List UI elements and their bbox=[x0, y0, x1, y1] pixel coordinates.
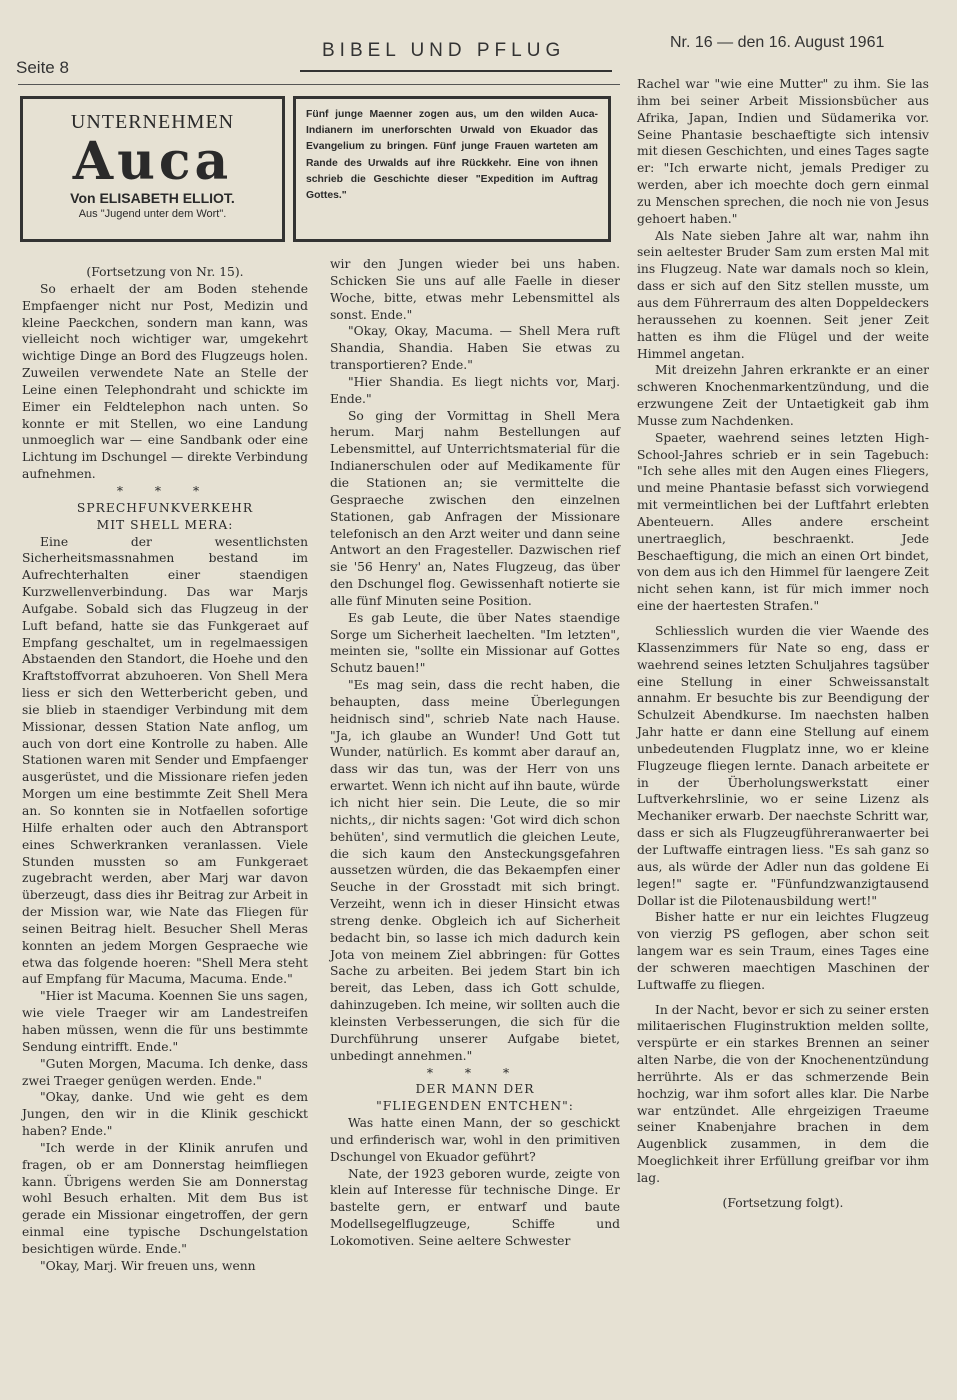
continuation-footer: (Fortsetzung folgt). bbox=[722, 1195, 844, 1210]
author-byline: Von ELISABETH ELLIOT. bbox=[70, 190, 235, 206]
column-3 bbox=[637, 76, 929, 1212]
paragraph: "Guten Morgen, Macuma. Ich denke, dass zwei Traeger genügen werden. Ende." bbox=[22, 1056, 308, 1088]
masthead-rule bbox=[300, 70, 612, 72]
section-separator: * * * bbox=[426, 1065, 524, 1080]
header-divider bbox=[18, 84, 620, 85]
paragraph: "Hier Shandia. Es liegt nichts vor, Marj. Ende." bbox=[330, 374, 620, 406]
paragraph: Nate, der 1923 geboren wurde, zeigte von klein auf Interesse für technische Dinge. Er bastelte gern, er entwarf und baute Modellsegelflugzeuge, Schiffe und Lokomotiven. Seine aeltere Schwester bbox=[330, 1166, 620, 1248]
paragraph: In der Nacht, bevor er sich zu seiner ersten militaerischen Fluginstruktion melden sollte, verspürte er ein starkes Brennen an seiner alten Narbe, die von der Knochenentzündung herrührte. Als er das schmerzende Bein hochzig, war ihm sofort alles klar. Die Narbe war entzündet. Alle ehrgeizigen Traeume seiner Knabenjahre brachen in dem Augenblick zusammen, in dem die Moeglichkeit ihrer Erfüllung greifbar vor ihm lag. bbox=[637, 1002, 929, 1185]
section-heading: DER MANN DER bbox=[415, 1082, 535, 1097]
paragraph: "Ich werde in der Klinik anrufen und fragen, ob er am Donnerstag heimfliegen kann. Übrigens werden Sie am Donnerstag wohl Besuch erhalten. Mit dem Bus ist gerade ein Missionar eingetroffen, der gern einmal eine typische Dschungelstation besichtigen würde. Ende." bbox=[22, 1140, 308, 1256]
paragraph: So erhaelt der am Boden stehende Empfaenger nicht nur Post, Medizin und kleine Paeckchen, sondern man kann, was vielleicht noch wichtiger war, umgekehrt wichtige Dinge an Bord des Flugzeugs holen. Zuweilen verwendete Nate an Stelle der Leine einen Telephondraht und schickte im Eimer ein Feldtelephon nach unten. So konnte er mit Stellen, wo eine Landung unmoeglich war — eine Sandbank oder eine Lichtung im Dschungel — direkte Verbindung aufnehmen. bbox=[22, 281, 308, 482]
paragraph: Mit dreizehn Jahren erkrankte er an einer schweren Knochenmarkentzündung, und die erzwungene Zeit der Untaetigkeit gab ihm Musse zum Nachdenken. bbox=[637, 363, 929, 428]
paragraph: Spaeter, waehrend seines letzten High-School-Jahres schrieb er in sein Tagebuch: "Ich sehe alles mit den Augen eines Fliegers, und meine Phantasie befasst sich vorwiegend mit vermeintlichen bei der Luftfahrt erlebten Abenteuern. Alles andere erscheint unertraeglich, beschraenkt. Jede Beschaeftigung, die mich an einen Ort bindet, von dem aus ich den Himmel für laengere Zeit nicht sehen kann, ist für mich immer noch eine der haertesten Strafen." bbox=[637, 430, 929, 614]
intro-box: Fünf junge Maenner zogen aus, um den wilden Auca-Indianern im unerforschten Urwald von Ekuador das Evangelium zu bringen. Fünf junge Frauen warteten am Rande des Urwalds auf ihre Rückkehr. Eine von ihnen schrieb die Geschichte dieser "Expedition im Auftrag Gottes." bbox=[293, 96, 611, 242]
masthead: BIBEL UND PFLUG bbox=[322, 40, 566, 61]
paragraph: Eine der wesentlichsten Sicherheitsmassnahmen bestand im Aufrechterhalten einer staendigen Kurzwellenverbindung. Das war Marjs Aufgabe. Sobald sich das Flugzeug in der Luft befand, hatte sie das Funkgeraet auf Empfang geschaltet, um in regelmaessigen Abstaenden den Standort, die Hoehe und den Kraftstoffvorrat abzuhoeren. Von Shell Mera liess er sich den Wetterbericht geben, und sie blieb in staendiger Verbindung mit dem Missionar, dessen Station Nate anflog, um auch von dort eine Kontrolle zu haben. Alle Stationen waren mit Sender und Empfaenger ausgerüstet, und die Missionare riefen jeden Morgen um eine bestimmte Zeit Shell Mera an. So konnten sie in Notfaellen sofortige Hilfe erhalten oder auch den Abtransport eines Schwerkranken veranlassen. Viele Stunden mussten so am Funkgeraet zugebracht werden, aber Marj war davon überzeugt, dass dies ihr Beitrag zur Arbeit in der Mission war, wie Nate das Fliegen für seinen Beitrag hielt. Besucher Shell Meras konnten an jedem Morgen Gespraeche wie etwa das folgende hoeren: "Shell Mera steht auf Empfang für Macuma, Macuma. Ende." bbox=[22, 534, 308, 987]
section-heading-line2: MIT SHELL MERA: bbox=[96, 517, 234, 532]
section-heading-line2: "FLIEGENDEN ENTCHEN": bbox=[376, 1099, 574, 1114]
source-note: Aus "Jugend unter dem Wort". bbox=[78, 208, 227, 220]
title-kicker: UNTERNEHMEN bbox=[70, 111, 235, 133]
article-title: Auca bbox=[72, 131, 233, 192]
paragraph: "Hier ist Macuma. Koennen Sie uns sagen, wie viele Traeger wir am Landestreifen haben müssen, wenn die für uns bestimmte Sendung eintrifft. Ende." bbox=[22, 989, 308, 1054]
paragraph: wir den Jungen wieder bei uns haben. Schicken Sie uns auf alle Faelle in dieser Woche, bitte, etwas mehr Lebensmittel als sonst. Ende." bbox=[330, 257, 620, 322]
column-2 bbox=[330, 256, 620, 1250]
paragraph: Rachel war "wie eine Mutter" zu ihm. Sie las ihm bei seiner Arbeit Missionsbücher aus Afrika, Japan, Indien und Südamerika vor. Seine Phantasie beschaeftigte sich intensiv mit diesen Geschichten, und eines Tages sagte er: "Ich erwarte nicht, jemals Prediger zu werden, aber ich moechte doch gern einmal zu Menschen sprechen, die noch nie von Jesus gehoert haben." bbox=[637, 77, 929, 226]
section-separator: * * * bbox=[116, 483, 214, 498]
paragraph: "Okay, danke. Und wie geht es dem Jungen, den wir in die Klinik geschickt haben? Ende." bbox=[22, 1090, 308, 1139]
title-box bbox=[20, 96, 285, 242]
paragraph: Bisher hatte er nur ein leichtes Flugzeug von vierzig PS geflogen, aber schon seit langem war es sein Traum, eines Tages eine der schweren maechtigen Maschinen der Luftwaffe zu fliegen. bbox=[637, 910, 929, 992]
issue-date: Nr. 16 — den 16. August 1961 bbox=[670, 34, 885, 51]
paragraph: Schliesslich wurden die vier Waende des Klassenzimmers für Nate so eng, dass er waehrend seines letzten Schuljahres tagsüber eine Stellung in einer Schweissanstalt annahm. Er besuchte bis zur Beendigung der Schulzeit Abendkurse. Im naechsten halben Jahr hatte er dann eine Stellung auf einem unbedeutenden Flugplatz inne, wo er kleine Flugzeuge fliegen lernte. Danach arbeitete er in der Überholungswerkstatt einer Luftverkehrslinie, wo er seine Lizenz als Mechaniker erwarb. Der naechste Schritt war, dass er sich als Flugzeugführeranwaerter bei der Luftwaffe eintragen liess. "Es sah ganz so aus, als würde der Adler nun das goldene Ei legen!" sagte er. "Fünfundzwanzigtausend Dollar ist die Pilotenausbildung wert!" bbox=[637, 624, 929, 908]
continuation-note: (Fortsetzung von Nr. 15). bbox=[86, 265, 244, 279]
paragraph: "Es mag sein, dass die recht haben, die behaupten, dass meine Überlegungen heidnisch sind", schrieb Nate nach Hause. "Ja, ich glaube an Wunder! Und Gott tut Wunder, natürlich. Es kommt aber darauf an, dass wir das tun, was der Herr von uns erwartet. Wenn ich nicht auf ihn baute, würde ich nicht hier sein. Die Leute, die so mir nichts,, dir nichts sagen: 'Got wird dich schon behüten', sind vermutlich die gleichen Leute, die sich kaum den Ansteckungsgefahren aussetzen würden, die das Bekaempfen einer Seuche in der Grosstadt mit sich bringt. Verzeiht, wenn ich in dieser Hinsicht etwas streng denke. Obgleich ich auf Sicherheit bedacht bin, so lasse ich mich dadurch kein Jota von meinem Ziel abbringen: für Gottes Sache zu arbeiten. Bei jedem Start bin ich bereit, das Leben, dass ich Gott schulde, dahinzugeben. Ich meine, wir sollten auch die kleinsten Verbesserungen, die sich für die Durchführung unserer Aufgabe bietet, unbedingt annehmen." bbox=[330, 678, 620, 1063]
paragraph: "Okay, Okay, Macuma. — Shell Mera ruft Shandia, Shandia. Haben Sie etwas zu transportieren? Ende." bbox=[330, 324, 620, 373]
page-number: Seite 8 bbox=[16, 58, 69, 77]
paragraph: Es gab Leute, die über Nates staendige Sorge um Sicherheit laechelten. "Im letzten", meinten sie, "sollte ein Missionar auf Gottes Schutz bauen!" bbox=[330, 610, 620, 676]
paragraph: Was hatte einen Mann, der so geschickt und erfinderisch war, wohl in den primitiven Dschungel von Ekuador geführt? bbox=[330, 1116, 620, 1164]
paragraph: "Okay, Marj. Wir freuen uns, wenn bbox=[40, 1258, 256, 1273]
paragraph: So ging der Vormittag in Shell Mera herum. Marj nahm Bestellungen auf Lebensmittel, auf Unterrichtsmaterial für die Indianerschulen oder auf Medikamente für die Stationen an; sie vermittelte die Gespraeche zwischen den einzelnen Stationen, gab Anfragen der Missionare telefonisch an den Arzt weiter und dann seine Antwort an den Fragesteller. Dazwischen rief sie '56 Henry' an, Nates Flugzeug, das über den Dschungel flog. Gewissenhaft notierte sie alle fünf Minuten seine Position. bbox=[330, 408, 620, 608]
column-1 bbox=[22, 264, 308, 1275]
section-heading: SPRECHFUNKVERKEHR bbox=[76, 500, 254, 515]
paragraph: Als Nate sieben Jahre alt war, nahm ihn sein aeltester Bruder Sam zum ersten Mal mit ins Flugzeug. Nate war damals noch so klein, dass er sich auf den Sitz stellen musste, um aus dem Führerraum des alten Doppeldeckers heraussehen zu koennen. Seit jener Zeit hatten es ihm die Flügel und der weite Himmel angetan. bbox=[637, 228, 929, 361]
